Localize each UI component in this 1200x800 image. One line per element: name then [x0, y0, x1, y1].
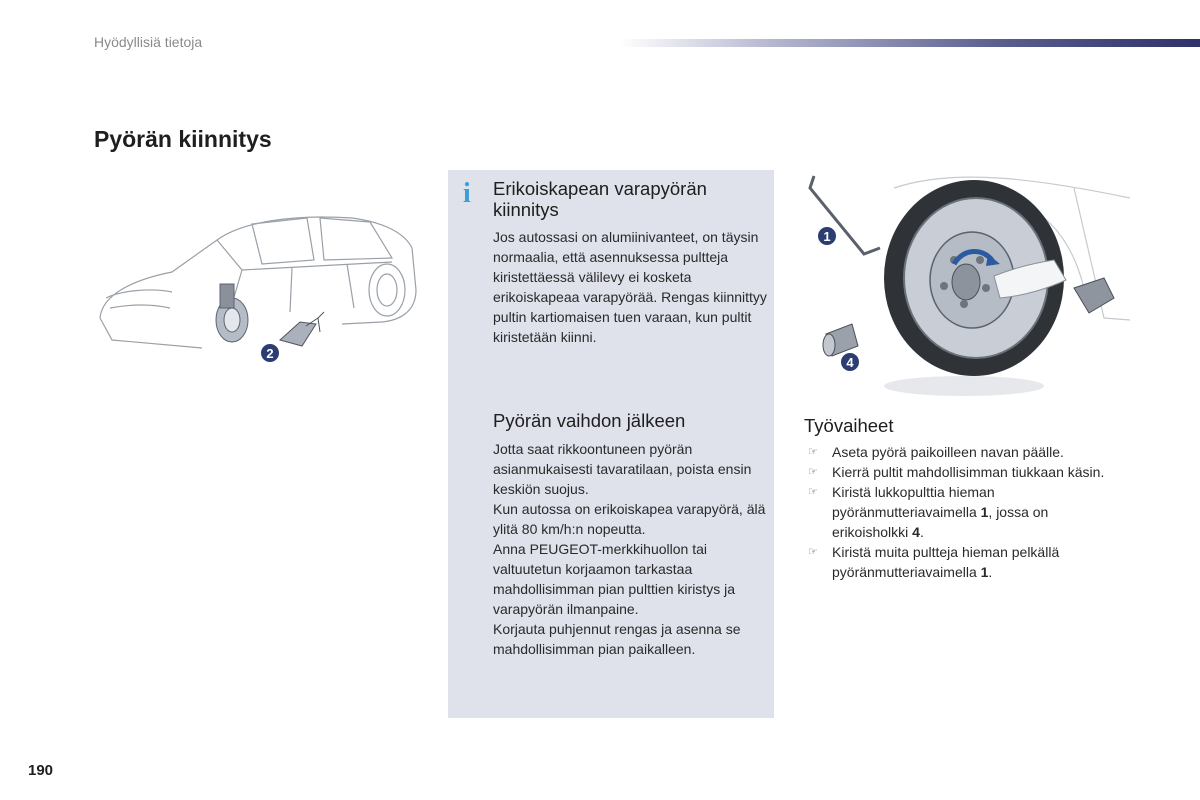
list-item — [806, 482, 1106, 542]
running-header: Hyödyllisiä tietoja — [94, 34, 203, 50]
step-ref-number: 1 — [980, 564, 989, 580]
info-icon: i — [463, 178, 471, 209]
work-steps-heading: Työvaiheet — [804, 415, 894, 436]
car-jack-illustration — [92, 200, 422, 375]
page-title: Pyörän kiinnitys — [94, 126, 272, 152]
step-ref-number: 1 — [980, 504, 989, 520]
hand-pointer-icon: ☞ — [808, 466, 818, 478]
after-change-text — [493, 439, 771, 659]
svg-text:2: 2 — [266, 346, 274, 361]
step-text: Aseta pyörä paikoilleen navan päälle. — [832, 444, 1064, 460]
list-item — [806, 442, 1106, 462]
special-spare-text: Jos autossasi on alumiinivanteet, on täysin normaalia, että asennuksessa pultteja kiristettäessä välilevy ei kosketa erikoiskapeaa varapyörää. Rengas kiinnittyy pultin kartiomaisen tuen varaan, kun pultit kiristetään kiinni. — [493, 229, 767, 345]
after-change-paragraph: Korjauta puhjennut rengas ja asenna se mahdollisimman pian paikalleen. — [493, 621, 741, 657]
callout-badge-4 — [840, 352, 860, 372]
step-text: Kiristä muita pultteja hieman pelkällä pyöränmutteriavaimella — [832, 544, 1060, 580]
after-change-heading: Pyörän vaihdon jälkeen — [493, 410, 686, 431]
list-item — [806, 542, 1106, 582]
special-spare-heading: Erikoiskapean varapyörän kiinnitys — [493, 178, 707, 220]
after-change-paragraph: Anna PEUGEOT-merkkihuollon tai valtuutetun korjaamon tarkastaa mahdollisimman pian pulttien kiristys ja varapyörän ilmanpaine. — [493, 541, 735, 617]
header-gradient-bar — [620, 39, 1200, 47]
work-steps-list — [806, 442, 1106, 582]
step-text: Kiristä lukkopulttia hieman pyöränmutteriavaimella — [832, 484, 995, 520]
hand-pointer-icon: ☞ — [808, 446, 818, 458]
step-text: Kierrä pultit mahdollisimman tiukkaan käsin. — [832, 464, 1105, 480]
callout-badge-1 — [817, 226, 837, 246]
svg-text:4: 4 — [846, 355, 854, 370]
step-text: . — [988, 564, 993, 580]
hand-pointer-icon: ☞ — [808, 486, 818, 498]
step-text: , jossa on erikoisholkki — [832, 504, 1049, 540]
wheel-mounting-illustration — [804, 168, 1130, 400]
hand-pointer-icon: ☞ — [808, 546, 818, 558]
after-change-paragraph: Jotta saat rikkoontuneen pyörän asianmukaisesti tavaratilaan, poista ensin keskiön suojus. — [493, 441, 752, 497]
svg-text:1: 1 — [823, 229, 831, 244]
step-ref-number: 4 — [912, 524, 920, 540]
list-item — [806, 462, 1106, 482]
after-change-paragraph: Kun autossa on erikoiskapea varapyörä, älä ylitä 80 km/h:n nopeutta. — [493, 501, 766, 537]
step-text: . — [919, 524, 924, 540]
callout-badge-2 — [260, 343, 280, 363]
page-number: 190 — [28, 762, 54, 779]
